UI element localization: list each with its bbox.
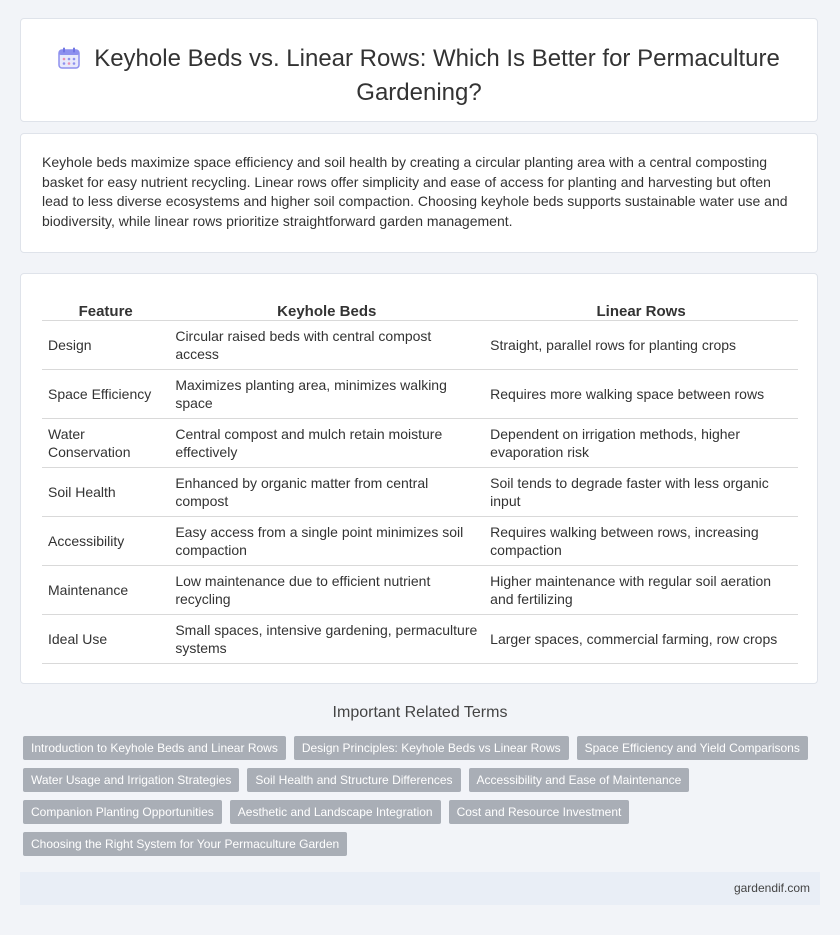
row-keyhole: Low maintenance due to efficient nutrient recycling xyxy=(169,566,484,615)
page-title-wrap xyxy=(51,43,787,108)
table-row xyxy=(42,370,798,419)
comparison-table xyxy=(42,296,798,664)
table-header-row xyxy=(42,296,798,321)
row-keyhole: Central compost and mulch retain moisture effectively xyxy=(169,419,484,468)
related-term-link[interactable]: Space Efficiency and Yield Comparisons xyxy=(577,736,808,760)
table-row xyxy=(42,468,798,517)
footer xyxy=(20,872,820,905)
row-linear: Dependent on irrigation methods, higher evaporation risk xyxy=(484,419,798,468)
related-term-link[interactable]: Companion Planting Opportunities xyxy=(23,800,222,824)
row-feature: Water Conservation xyxy=(42,419,169,468)
intro-paragraph: Keyhole beds maximize space efficiency and soil health by creating a circular planting area with a central composting basket for easy nutrient recycling. Linear rows offer simplicity and ease of access for planting and harvesting but often lead to less diverse ecosystems and higher soil compaction. Choosing keyhole beds supports sustainable water use and biodiversity, while linear rows prioritize straightforward garden management. xyxy=(42,154,788,229)
related-terms-title: Important Related Terms xyxy=(332,704,508,721)
page-title: Keyhole Beds vs. Linear Rows: Which Is Better for Permaculture Gardening? xyxy=(94,45,780,106)
row-keyhole: Maximizes planting area, minimizes walking space xyxy=(169,370,484,419)
related-term-link[interactable]: Cost and Resource Investment xyxy=(449,800,630,824)
row-feature: Accessibility xyxy=(42,517,169,566)
row-feature: Ideal Use xyxy=(42,615,169,664)
table-row xyxy=(42,517,798,566)
row-linear: Larger spaces, commercial farming, row crops xyxy=(484,615,798,664)
header-feature: Feature xyxy=(42,296,169,321)
row-keyhole: Small spaces, intensive gardening, permaculture systems xyxy=(169,615,484,664)
calendar-icon xyxy=(58,46,80,77)
tag-row xyxy=(23,736,813,760)
row-feature: Soil Health xyxy=(42,468,169,517)
title-card xyxy=(20,18,818,122)
table-row xyxy=(42,615,798,664)
related-term-link[interactable]: Soil Health and Structure Differences xyxy=(247,768,460,792)
intro-card xyxy=(20,133,818,253)
row-feature: Space Efficiency xyxy=(42,370,169,419)
related-term-link[interactable]: Design Principles: Keyhole Beds vs Linear Rows xyxy=(294,736,569,760)
related-term-link[interactable]: Choosing the Right System for Your Permaculture Garden xyxy=(23,832,347,856)
row-keyhole: Enhanced by organic matter from central compost xyxy=(169,468,484,517)
row-linear: Soil tends to degrade faster with less organic input xyxy=(484,468,798,517)
related-term-link[interactable]: Aesthetic and Landscape Integration xyxy=(230,800,441,824)
related-terms-list xyxy=(23,736,813,864)
row-linear: Requires walking between rows, increasing compaction xyxy=(484,517,798,566)
related-term-link[interactable]: Water Usage and Irrigation Strategies xyxy=(23,768,239,792)
header-linear-rows: Linear Rows xyxy=(484,296,798,321)
row-linear: Requires more walking space between rows xyxy=(484,370,798,419)
row-linear: Higher maintenance with regular soil aeration and fertilizing xyxy=(484,566,798,615)
comparison-card xyxy=(20,273,818,684)
table-row xyxy=(42,566,798,615)
related-term-link[interactable]: Accessibility and Ease of Maintenance xyxy=(469,768,690,792)
related-term-link[interactable]: Introduction to Keyhole Beds and Linear Rows xyxy=(23,736,286,760)
row-keyhole: Circular raised beds with central compost access xyxy=(169,321,484,370)
table-row xyxy=(42,321,798,370)
tag-row xyxy=(23,800,813,824)
header-keyhole-beds: Keyhole Beds xyxy=(169,296,484,321)
table-row xyxy=(42,419,798,468)
tag-row xyxy=(23,768,813,792)
row-feature: Maintenance xyxy=(42,566,169,615)
footer-site-link[interactable]: gardendif.com xyxy=(733,881,810,895)
row-keyhole: Easy access from a single point minimizes soil compaction xyxy=(169,517,484,566)
row-linear: Straight, parallel rows for planting crops xyxy=(484,321,798,370)
row-feature: Design xyxy=(42,321,169,370)
tag-row xyxy=(23,832,813,856)
